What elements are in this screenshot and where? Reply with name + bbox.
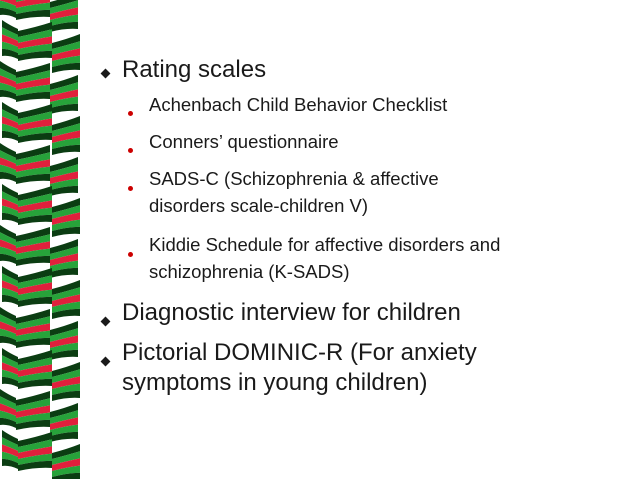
fan-segment <box>50 0 78 32</box>
fan-segment <box>52 280 80 319</box>
fan-segment <box>18 350 52 389</box>
fan-segment <box>0 307 16 346</box>
bullet-dominic-r-line2: symptoms in young children) <box>122 369 428 396</box>
fan-segment <box>0 0 16 18</box>
sub-item-conners: Conners’ questionnaire <box>149 131 339 152</box>
fan-segment <box>16 63 50 102</box>
fan-segment <box>50 239 78 278</box>
sub-item-k-sads-line2: schizophrenia (K-SADS) <box>149 261 350 282</box>
fan-segment <box>2 102 18 141</box>
sub-item-k-sads-line1: Kiddie Schedule for affective disorders and <box>149 234 501 255</box>
bullet-diamond <box>102 312 109 330</box>
fan-segment <box>52 34 80 73</box>
fan-segment <box>0 61 16 100</box>
sub-bullet-dot <box>128 244 133 262</box>
fan-segment <box>0 389 16 428</box>
fan-segment <box>50 157 78 196</box>
fan-segment <box>18 186 52 225</box>
fan-segment <box>50 403 78 442</box>
fan-segment <box>0 143 16 182</box>
sub-bullet-dot <box>128 140 133 158</box>
fan-segment <box>2 348 18 387</box>
fan-segment <box>16 309 50 348</box>
fan-segment <box>52 116 80 155</box>
fan-segment <box>52 362 80 401</box>
fan-segment <box>0 225 16 264</box>
fan-segment <box>52 444 80 479</box>
fan-segment <box>18 268 52 307</box>
fan-segment <box>18 432 52 471</box>
fan-segment <box>18 104 52 143</box>
fan-segment <box>16 145 50 184</box>
fan-segment <box>50 321 78 360</box>
decorative-border <box>0 0 100 479</box>
fan-segment <box>16 391 50 430</box>
fan-segment <box>2 184 18 223</box>
fan-segment <box>52 198 80 237</box>
bullet-diamond <box>102 352 109 370</box>
bullet-dominic-r-line1: Pictorial DOMINIC-R (For anxiety <box>122 339 477 366</box>
fan-segment <box>18 22 52 61</box>
fan-segment <box>2 266 18 305</box>
fan-segment <box>50 75 78 114</box>
bullet-rating-scales: Rating scales <box>122 56 267 83</box>
fan-segment <box>16 0 50 20</box>
sub-bullet-dot <box>128 103 133 121</box>
sub-item-sads-c-line1: SADS-C (Schizophrenia & affective <box>149 168 439 189</box>
fan-segment <box>2 20 18 59</box>
sub-bullet-dot <box>128 178 133 196</box>
sub-item-achenbach: Achenbach Child Behavior Checklist <box>149 94 448 115</box>
bullet-diagnostic-interview: Diagnostic interview for children <box>122 299 461 326</box>
sub-item-sads-c-line2: disorders scale-children V) <box>149 195 369 216</box>
fan-segment <box>16 227 50 266</box>
bullet-diamond <box>102 64 109 82</box>
fan-segment <box>2 430 18 469</box>
